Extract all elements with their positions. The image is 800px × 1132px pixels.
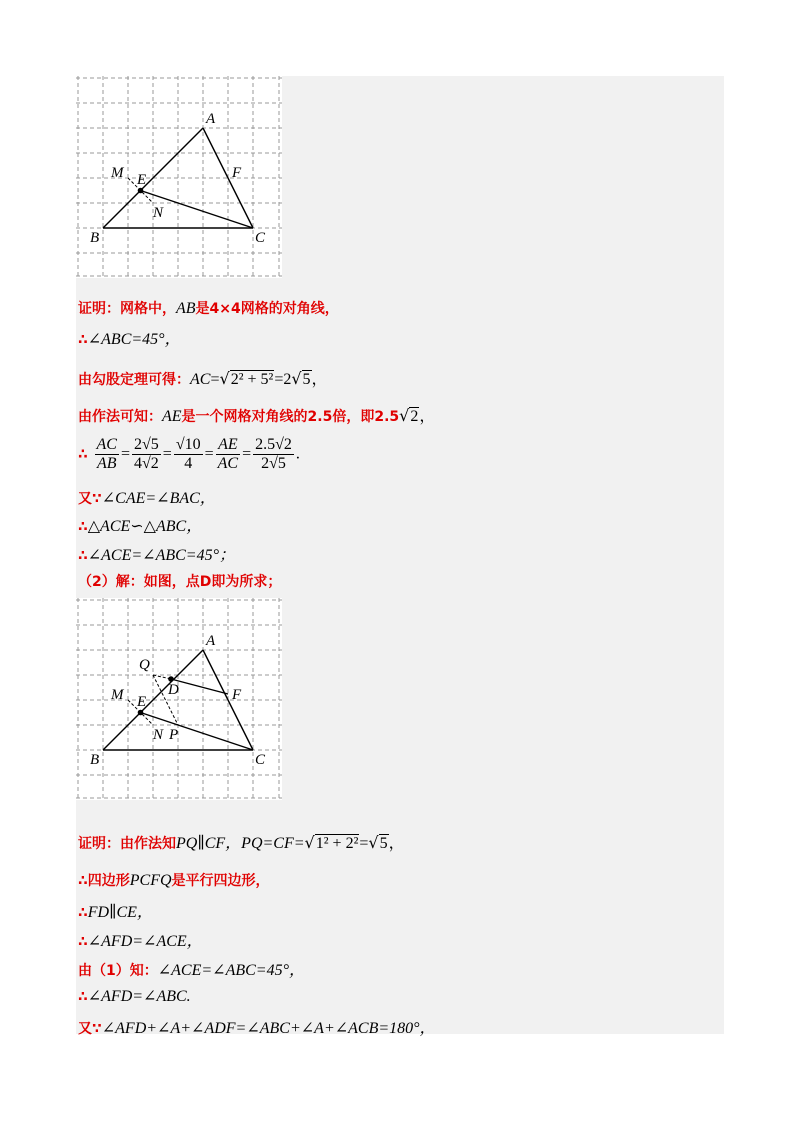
proof2-line6: ∴∠AFD=∠ABC. xyxy=(78,988,191,1005)
label-a: A xyxy=(206,111,216,127)
grid-lines xyxy=(76,76,282,278)
label-m: M xyxy=(111,165,124,181)
label-q: Q xyxy=(139,657,150,673)
proof1-line5: ∴ $\frac{AC}{AB}$ = $\frac{2√5}{4√2}$ = $\frac{√10}{4}$ = $\frac{AE}{AC}$ = $\frac{2.5√2}{2√5}$ . xyxy=(78,436,300,472)
proof2-line5: 由（1）知：∠ACE=∠ABC=45°， xyxy=(78,962,305,979)
proof2-line7: 又∵∠AFD+∠A+∠ADF=∠ABC+∠A+∠ACB=180°， xyxy=(78,1020,436,1037)
label-c: C xyxy=(255,752,266,768)
figure-2-svg xyxy=(76,598,282,800)
label-m: M xyxy=(111,687,124,703)
label-f: F xyxy=(232,165,242,181)
label-d: D xyxy=(168,682,179,698)
label-b: B xyxy=(90,752,100,768)
proof1-line7: ∴△ACE∽△ABC， xyxy=(78,518,203,535)
proof1-line8: ∴∠ACE=∠ABC=45°； xyxy=(78,547,235,564)
sqrt-sign: √ xyxy=(304,833,315,852)
fraction-ae-ac: $\frac{AE}{AC}$ xyxy=(217,436,239,472)
proof1-line4: 由作法可知：AE是一个网格对角线的2.5倍，即2.5√2， xyxy=(78,406,436,425)
proof1-line2: ∴∠ABC=45°， xyxy=(78,331,181,348)
fraction-r10-4: $\frac{√10}{4}$ xyxy=(175,436,201,472)
proof2-line4: ∴∠AFD=∠ACE， xyxy=(78,933,203,950)
label-a: A xyxy=(206,633,216,649)
fraction-2r5-4r2: $\frac{2√5}{4√2}$ xyxy=(134,436,159,472)
label-e: E xyxy=(137,694,147,710)
figure-2 xyxy=(76,598,282,800)
proof1-line6: 又∵∠CAE=∠BAC， xyxy=(78,490,216,507)
sqrt-sign: √ xyxy=(368,833,379,852)
proof2-line2: ∴四边形PCFQ是平行四边形， xyxy=(78,872,270,889)
point-e xyxy=(138,188,144,194)
figure-1-svg xyxy=(76,76,282,278)
segment-df xyxy=(171,679,228,694)
part2-heading: （2）解：如图，点D即为所求； xyxy=(78,574,282,590)
label-f: F xyxy=(232,687,242,703)
label-c: C xyxy=(255,230,266,246)
fraction-25r2-2r5: $\frac{2.5√2}{2√5}$ xyxy=(255,436,292,472)
label-p: P xyxy=(169,727,179,743)
proof1-line1: 证明：网格中，AB是4×4网格的对角线， xyxy=(78,300,339,317)
proof2-line1: 证明：由作法知PQ∥CF，PQ=CF=√1² + 2²=√5， xyxy=(78,833,405,852)
proof2-line3: ∴FD∥CE， xyxy=(78,904,153,921)
label-n: N xyxy=(153,727,164,743)
sqrt-sign: √ xyxy=(291,369,302,388)
label-b: B xyxy=(90,230,100,246)
grid-lines xyxy=(76,598,282,800)
label-n: N xyxy=(153,205,164,221)
proof1-line3: 由勾股定理可得：AC=√2² + 5²=2√5， xyxy=(78,369,328,388)
sqrt-sign: √ xyxy=(219,369,230,388)
fraction-ac-ab: $\frac{AC}{AB}$ xyxy=(96,436,117,472)
point-d xyxy=(168,676,174,682)
label-e: E xyxy=(137,172,147,188)
sqrt-sign: √ xyxy=(399,406,410,425)
figure-1 xyxy=(76,76,282,278)
point-e xyxy=(138,710,144,716)
